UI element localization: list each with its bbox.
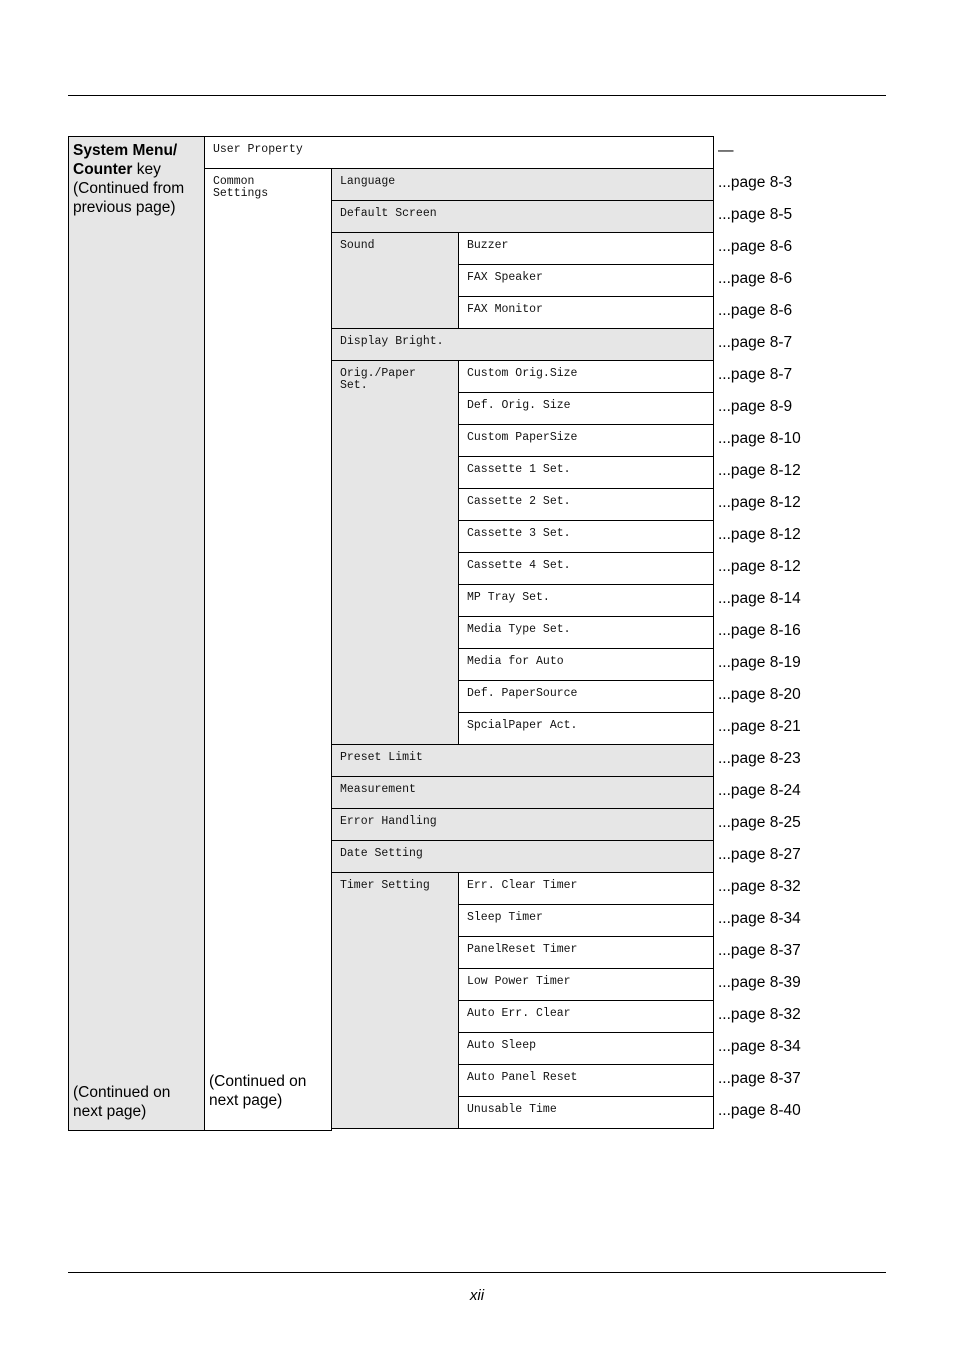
header-rule xyxy=(68,95,886,96)
submenu-item-err-clear-timer-ref: ...page 8-32 xyxy=(718,878,801,895)
submenu-item-cassette-2-set-ref: ...page 8-12 xyxy=(718,494,801,511)
submenu-item-custom-papersize-ref: ...page 8-10 xyxy=(718,430,801,447)
submenu-item-low-power-timer: Low Power Timer xyxy=(458,968,714,1001)
user-property-cell: User Property xyxy=(204,136,714,169)
submenu-item-fax-monitor-ref: ...page 8-6 xyxy=(718,302,793,319)
submenu-item-auto-sleep-ref: ...page 8-34 xyxy=(718,1038,801,1055)
submenu-item-buzzer: Buzzer xyxy=(458,232,714,265)
submenu-item-cassette-1-set-ref: ...page 8-12 xyxy=(718,462,801,479)
menu-item-language-ref: ...page 8-3 xyxy=(718,174,793,191)
submenu-item-fax-speaker: FAX Speaker xyxy=(458,264,714,297)
submenu-item-low-power-timer-ref: ...page 8-39 xyxy=(718,974,801,991)
submenu-item-panelreset-timer: PanelReset Timer xyxy=(458,936,714,969)
submenu-item-sleep-timer: Sleep Timer xyxy=(458,904,714,937)
footer-rule xyxy=(68,1272,886,1273)
menu-item-sound: Sound xyxy=(331,232,459,329)
continued-from-note: (Continued from previous page) xyxy=(73,180,185,216)
menu-item-timer-setting: Timer Setting xyxy=(331,872,459,1129)
submenu-item-cassette-3-set: Cassette 3 Set. xyxy=(458,520,714,553)
submenu-item-custom-orig-size: Custom Orig.Size xyxy=(458,360,714,393)
system-menu-heading: System Menu/ Counter key (Continued from previous page) xyxy=(73,142,185,216)
submenu-item-def-orig-size-ref: ...page 8-9 xyxy=(718,398,793,415)
common-settings-column xyxy=(204,168,332,1131)
menu-item-display-bright: Display Bright. xyxy=(331,328,714,361)
system-menu-column xyxy=(68,136,205,1131)
submenu-item-buzzer-ref: ...page 8-6 xyxy=(718,238,793,255)
submenu-item-cassette-1-set: Cassette 1 Set. xyxy=(458,456,714,489)
user-property-ref: — xyxy=(718,142,734,159)
menu-item-error-handling: Error Handling xyxy=(331,808,714,841)
submenu-item-media-for-auto: Media for Auto xyxy=(458,648,714,681)
menu-item-measurement-ref: ...page 8-24 xyxy=(718,782,801,799)
submenu-item-unusable-time: Unusable Time xyxy=(458,1096,714,1129)
menu-item-orig-paper-set: Orig./Paper Set. xyxy=(331,360,459,745)
menu-item-date-setting: Date Setting xyxy=(331,840,714,873)
submenu-item-media-type-set-ref: ...page 8-16 xyxy=(718,622,801,639)
submenu-item-auto-panel-reset-ref: ...page 8-37 xyxy=(718,1070,801,1087)
submenu-item-custom-papersize: Custom PaperSize xyxy=(458,424,714,457)
submenu-item-mp-tray-set: MP Tray Set. xyxy=(458,584,714,617)
submenu-item-def-papersource-ref: ...page 8-20 xyxy=(718,686,801,703)
submenu-item-spcialpaper-act: SpcialPaper Act. xyxy=(458,712,714,745)
submenu-item-media-type-set: Media Type Set. xyxy=(458,616,714,649)
common-settings-label: Common Settings xyxy=(213,175,269,200)
menu-item-error-handling-ref: ...page 8-25 xyxy=(718,814,801,831)
submenu-item-cassette-4-set-ref: ...page 8-12 xyxy=(718,558,801,575)
menu-item-default-screen: Default Screen xyxy=(331,200,714,233)
submenu-item-auto-panel-reset: Auto Panel Reset xyxy=(458,1064,714,1097)
menu-item-language: Language xyxy=(331,168,714,201)
menu-item-measurement: Measurement xyxy=(331,776,714,809)
submenu-item-auto-sleep: Auto Sleep xyxy=(458,1032,714,1065)
page-number: xii xyxy=(469,1287,485,1304)
menu-item-display-bright-ref: ...page 8-7 xyxy=(718,334,793,351)
submenu-item-sleep-timer-ref: ...page 8-34 xyxy=(718,910,801,927)
submenu-item-cassette-4-set: Cassette 4 Set. xyxy=(458,552,714,585)
submenu-item-panelreset-timer-ref: ...page 8-37 xyxy=(718,942,801,959)
submenu-item-def-orig-size: Def. Orig. Size xyxy=(458,392,714,425)
submenu-item-def-papersource: Def. PaperSource xyxy=(458,680,714,713)
submenu-item-unusable-time-ref: ...page 8-40 xyxy=(718,1102,801,1119)
submenu-item-auto-err-clear: Auto Err. Clear xyxy=(458,1000,714,1033)
menu-item-date-setting-ref: ...page 8-27 xyxy=(718,846,801,863)
common-settings-continued-note: (Continued on next page) xyxy=(209,1073,307,1109)
submenu-item-media-for-auto-ref: ...page 8-19 xyxy=(718,654,801,671)
submenu-item-spcialpaper-act-ref: ...page 8-21 xyxy=(718,718,801,735)
submenu-item-fax-monitor: FAX Monitor xyxy=(458,296,714,329)
submenu-item-err-clear-timer: Err. Clear Timer xyxy=(458,872,714,905)
submenu-item-mp-tray-set-ref: ...page 8-14 xyxy=(718,590,801,607)
menu-item-preset-limit-ref: ...page 8-23 xyxy=(718,750,801,767)
submenu-item-cassette-3-set-ref: ...page 8-12 xyxy=(718,526,801,543)
submenu-item-auto-err-clear-ref: ...page 8-32 xyxy=(718,1006,801,1023)
submenu-item-custom-orig-size-ref: ...page 8-7 xyxy=(718,366,793,383)
menu-item-default-screen-ref: ...page 8-5 xyxy=(718,206,793,223)
submenu-item-cassette-2-set: Cassette 2 Set. xyxy=(458,488,714,521)
submenu-item-fax-speaker-ref: ...page 8-6 xyxy=(718,270,793,287)
continued-on-note: (Continued on next page) xyxy=(73,1084,171,1120)
menu-item-preset-limit: Preset Limit xyxy=(331,744,714,777)
